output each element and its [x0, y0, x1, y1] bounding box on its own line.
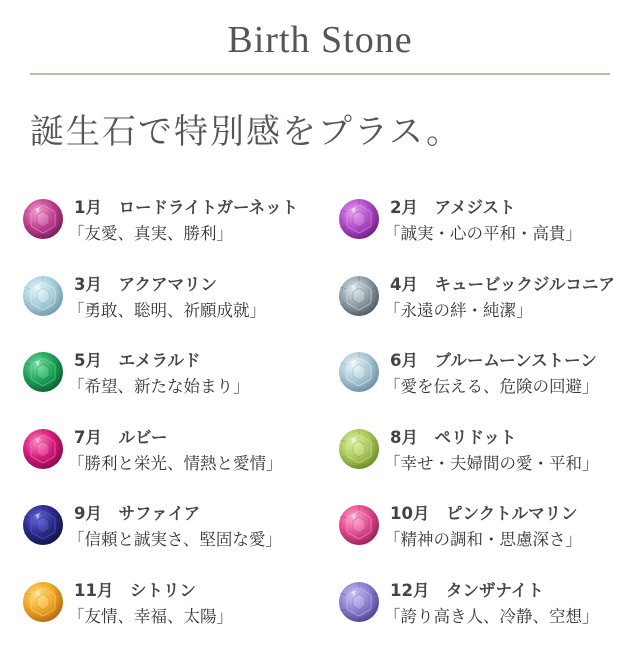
moonstone-gem-icon [338, 351, 380, 393]
stone-name: 9月 サファイア [74, 500, 200, 524]
stone-meaning: 「精神の調和・思慮深さ」 [384, 526, 582, 550]
stone-meaning: 「愛を伝える、危険の回避」 [384, 373, 599, 397]
page-title: Birth Stone [0, 18, 640, 62]
stone-meaning: 「誇り高き人、冷静、空想」 [384, 603, 599, 627]
stone-name: 6月 ブルームーンストーン [390, 347, 597, 371]
stone-name: 1月 ロードライトガーネット [74, 194, 298, 218]
stone-meaning: 「勇敢、聡明、祈願成就」 [68, 297, 266, 321]
stone-name: 8月 ペリドット [390, 424, 516, 448]
birthstone-item-august [334, 422, 634, 499]
birthstone-grid [18, 192, 638, 651]
title-divider [30, 73, 610, 75]
stone-meaning: 「友愛、真実、勝利」 [68, 220, 233, 244]
stone-meaning: 「希望、新たな始まり」 [68, 373, 250, 397]
aquamarine-gem-icon [22, 275, 64, 317]
stone-meaning: 「信頼と誠実さ、堅固な愛」 [68, 526, 282, 550]
stone-name: 4月 キュービックジルコニア [390, 271, 615, 295]
ruby-gem-icon [22, 428, 64, 470]
citrine-gem-icon [22, 581, 64, 623]
sapphire-gem-icon [22, 504, 64, 546]
stone-name: 5月 エメラルド [74, 347, 201, 371]
zirconia-gem-icon [338, 275, 380, 317]
page-subtitle: 誕生石で特別感をプラス。 [30, 104, 462, 153]
garnet-gem-icon [22, 198, 64, 240]
birthstone-item-april [334, 269, 634, 346]
stone-meaning: 「幸せ・夫婦間の愛・平和」 [384, 450, 599, 474]
birthstone-item-march [18, 269, 334, 346]
stone-name: 2月 アメジスト [390, 194, 516, 218]
birthstone-item-september [18, 498, 334, 575]
stone-meaning: 「友情、幸福、太陽」 [68, 603, 233, 627]
peridot-gem-icon [338, 428, 380, 470]
stone-name: 12月 タンザナイト [390, 577, 544, 601]
emerald-gem-icon [22, 351, 64, 393]
stone-name: 10月 ピンクトルマリン [390, 500, 578, 524]
birthstone-item-october [334, 498, 634, 575]
tourmaline-gem-icon [338, 504, 380, 546]
birthstone-item-july [18, 422, 334, 499]
stone-name: 3月 アクアマリン [74, 271, 217, 295]
birthstone-item-january [18, 192, 334, 269]
stone-meaning: 「永遠の絆・純潔」 [384, 297, 533, 321]
birthstone-item-june [334, 345, 634, 422]
birthstone-item-may [18, 345, 334, 422]
stone-meaning: 「誠実・心の平和・高貴」 [384, 220, 582, 244]
tanzanite-gem-icon [338, 581, 380, 623]
birthstone-item-february [334, 192, 634, 269]
stone-meaning: 「勝利と栄光、情熱と愛情」 [68, 450, 283, 474]
stone-name: 11月 シトリン [74, 577, 196, 601]
stone-name: 7月 ルビー [74, 424, 167, 448]
amethyst-gem-icon [338, 198, 380, 240]
